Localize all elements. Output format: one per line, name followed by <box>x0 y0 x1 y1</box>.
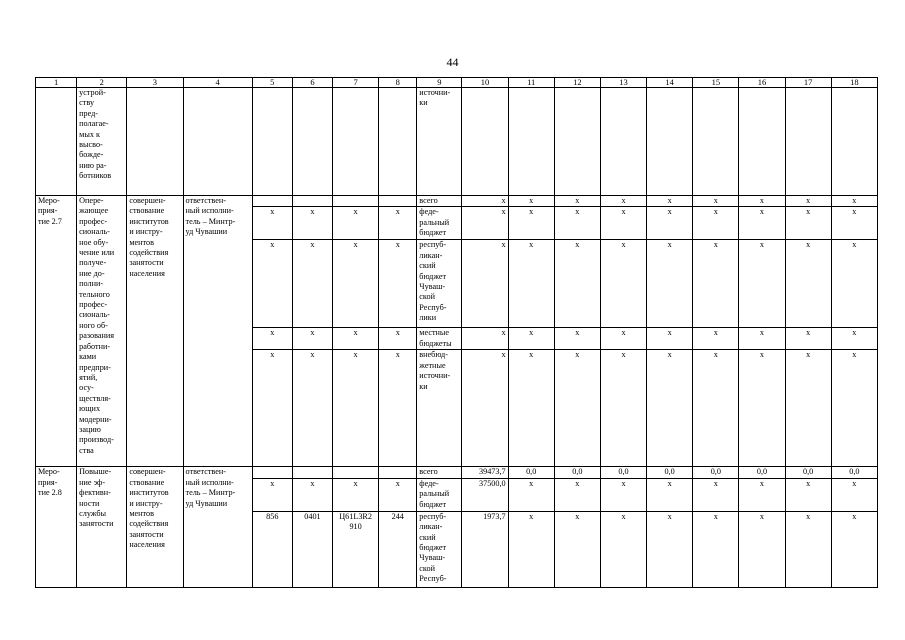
m28-row <box>36 467 878 478</box>
amount-cell: x <box>693 350 739 467</box>
amount-cell: x <box>739 511 785 587</box>
column-number-5: 5 <box>252 78 292 88</box>
amount-cell: x <box>693 196 739 207</box>
code-c7: x <box>333 328 379 350</box>
code-c5: x <box>252 207 292 240</box>
amount-cell: x <box>831 511 877 587</box>
amount-cell: x <box>508 240 554 328</box>
amount-cell: x <box>785 207 831 240</box>
measure-executor: ответствен- ный исполни- тель – Минтр- уд Чувашии <box>183 467 252 587</box>
amount-cell: x <box>739 478 785 511</box>
amount-cell: x <box>508 350 554 467</box>
amount-cell: x <box>554 328 600 350</box>
code-c6: x <box>292 478 332 511</box>
amount-cell: x <box>739 196 785 207</box>
amount-cell: x <box>831 240 877 328</box>
amount-cell: x <box>693 478 739 511</box>
code-c5: x <box>252 328 292 350</box>
column-number-9: 9 <box>417 78 462 88</box>
amount-cell: x <box>693 328 739 350</box>
code-c8: x <box>379 207 417 240</box>
amount-cell: 39473,7 <box>462 467 508 478</box>
amount-cell: 0,0 <box>508 467 554 478</box>
amount-cell: x <box>600 207 646 240</box>
amount-cell: x <box>508 511 554 587</box>
column-number-11: 11 <box>508 78 554 88</box>
amount-cell: x <box>647 240 693 328</box>
code-c7: x <box>333 350 379 467</box>
measure-name: Повыше- ние эф- фективн- ности службы занятости <box>77 467 127 587</box>
code-c6: x <box>292 350 332 467</box>
amount-cell: x <box>462 350 508 467</box>
amount-cell: x <box>647 328 693 350</box>
amount-cell: 37500,0 <box>462 478 508 511</box>
amount-cell: x <box>647 207 693 240</box>
column-number-14: 14 <box>647 78 693 88</box>
amount-cell: x <box>508 196 554 207</box>
code-c5: x <box>252 240 292 328</box>
amount-cell: 1973,7 <box>462 511 508 587</box>
amount-cell: x <box>831 478 877 511</box>
amount-cell: x <box>508 207 554 240</box>
column-number-7: 7 <box>333 78 379 88</box>
code-c5 <box>252 196 292 207</box>
amount-cell: x <box>693 207 739 240</box>
amount-cell: x <box>554 511 600 587</box>
amount-cell: x <box>831 350 877 467</box>
funding-source: внебюд- жетные источни- ки <box>417 350 462 467</box>
code-c7: x <box>333 240 379 328</box>
column-number-16: 16 <box>739 78 785 88</box>
amount-cell: x <box>831 328 877 350</box>
code-c6 <box>292 196 332 207</box>
amount-cell: x <box>647 478 693 511</box>
code-c5: x <box>252 350 292 467</box>
measure-executor: ответствен- ный исполни- тель – Минтр- уд Чувашии <box>183 196 252 467</box>
amount-cell: x <box>785 328 831 350</box>
code-c7 <box>333 467 379 478</box>
code-c8: x <box>379 478 417 511</box>
code-c6 <box>292 467 332 478</box>
continuation-name-cell: устрой- ству пред- полагае- мых к высво- божде- нию ра- ботников <box>77 88 127 196</box>
amount-cell: x <box>785 478 831 511</box>
amount-cell: x <box>600 328 646 350</box>
amount-cell: x <box>600 196 646 207</box>
amount-cell: 0,0 <box>600 467 646 478</box>
amount-cell: x <box>554 478 600 511</box>
code-c6: 0401 <box>292 511 332 587</box>
measure-label: Меро- прия- тие 2.7 <box>36 196 77 467</box>
amount-cell: x <box>739 240 785 328</box>
code-c6: x <box>292 207 332 240</box>
amount-cell: x <box>739 207 785 240</box>
funding-source: респуб- ликан- ский бюджет Чуваш- ской Респуб- <box>417 511 462 587</box>
amount-cell: x <box>739 350 785 467</box>
amount-cell: x <box>647 511 693 587</box>
code-c8: 244 <box>379 511 417 587</box>
column-number-15: 15 <box>693 78 739 88</box>
amount-cell: x <box>554 350 600 467</box>
budget-table <box>35 77 878 588</box>
measure-goal: совершен- ствование институтов и инстру- ментов содействия занятости населения <box>127 467 183 587</box>
amount-cell: x <box>462 196 508 207</box>
amount-cell: x <box>693 240 739 328</box>
amount-cell: x <box>647 196 693 207</box>
measure-name: Опере- жающее профес- сиональ- ное обу- чение или получе- ние до- полни- тельного профес- сиональ- ного об- разования работни- ками предпри- ятий, осу- ществля- ющих модерни- зацию производ- ства <box>77 196 127 467</box>
measure-label: Меро- прия- тие 2.8 <box>36 467 77 587</box>
funding-source: всего <box>417 196 462 207</box>
amount-cell: x <box>831 196 877 207</box>
amount-cell: x <box>554 240 600 328</box>
code-c8: x <box>379 350 417 467</box>
amount-cell: 0,0 <box>831 467 877 478</box>
funding-source: местные бюджеты <box>417 328 462 350</box>
m27-row <box>36 196 878 207</box>
amount-cell: x <box>462 328 508 350</box>
amount-cell: x <box>554 196 600 207</box>
amount-cell: x <box>647 350 693 467</box>
funding-source: феде- ральный бюджет <box>417 207 462 240</box>
header-row <box>36 78 878 88</box>
column-number-2: 2 <box>77 78 127 88</box>
code-c5: x <box>252 478 292 511</box>
code-c7: Ц61L3R2 910 <box>333 511 379 587</box>
code-c7: x <box>333 478 379 511</box>
amount-cell: x <box>785 240 831 328</box>
amount-cell: x <box>508 478 554 511</box>
column-number-8: 8 <box>379 78 417 88</box>
amount-cell: 0,0 <box>647 467 693 478</box>
column-number-18: 18 <box>831 78 877 88</box>
amount-cell: x <box>600 478 646 511</box>
funding-source: всего <box>417 467 462 478</box>
amount-cell: x <box>785 511 831 587</box>
column-number-1: 1 <box>36 78 77 88</box>
amount-cell: 0,0 <box>693 467 739 478</box>
code-c8: x <box>379 328 417 350</box>
code-c7: x <box>333 207 379 240</box>
continuation-row <box>36 88 878 196</box>
amount-cell: x <box>785 196 831 207</box>
amount-cell: x <box>785 350 831 467</box>
column-number-6: 6 <box>292 78 332 88</box>
column-number-4: 4 <box>183 78 252 88</box>
amount-cell: 0,0 <box>785 467 831 478</box>
amount-cell: x <box>554 207 600 240</box>
amount-cell: x <box>739 328 785 350</box>
page-number: 44 <box>446 55 459 69</box>
measure-goal: совершен- ствование институтов и инстру- ментов содействия занятости населения <box>127 196 183 467</box>
funding-source: феде- ральный бюджет <box>417 478 462 511</box>
amount-cell: 0,0 <box>554 467 600 478</box>
code-c6: x <box>292 240 332 328</box>
amount-cell: x <box>462 207 508 240</box>
amount-cell: 0,0 <box>739 467 785 478</box>
continuation-source-cell: источни- ки <box>417 88 462 196</box>
code-c5 <box>252 467 292 478</box>
amount-cell: x <box>508 328 554 350</box>
code-c8 <box>379 196 417 207</box>
column-number-3: 3 <box>127 78 183 88</box>
code-c8 <box>379 467 417 478</box>
amount-cell: x <box>462 240 508 328</box>
code-c6: x <box>292 328 332 350</box>
column-number-10: 10 <box>462 78 508 88</box>
code-c8: x <box>379 240 417 328</box>
column-number-17: 17 <box>785 78 831 88</box>
amount-cell: x <box>831 207 877 240</box>
column-number-13: 13 <box>600 78 646 88</box>
code-c7 <box>333 196 379 207</box>
amount-cell: x <box>693 511 739 587</box>
column-number-12: 12 <box>554 78 600 88</box>
amount-cell: x <box>600 350 646 467</box>
code-c5: 856 <box>252 511 292 587</box>
funding-source: респуб- ликан- ский бюджет Чуваш- ской Респуб- лики <box>417 240 462 328</box>
amount-cell: x <box>600 511 646 587</box>
amount-cell: x <box>600 240 646 328</box>
